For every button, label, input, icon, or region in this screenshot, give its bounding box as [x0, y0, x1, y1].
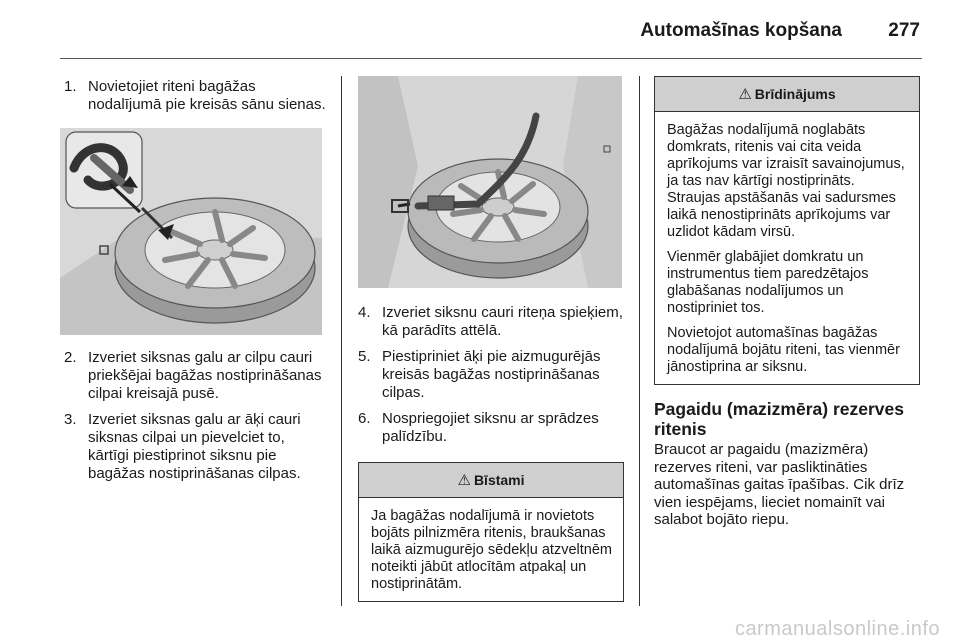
step-number: 1.: [64, 78, 77, 95]
warning-triangle-icon: ⚠: [457, 472, 471, 489]
warning-paragraph: Novietojot automašīnas bagāžas nodalījumā bojātu riteni, tas vienmēr jānostiprina ar siksnu.: [667, 325, 900, 375]
step-text: Izveriet siksnas galu ar cilpu cauri priekšējai bagāžas nostiprināšanas cilpai kreisajā pusē.: [88, 349, 322, 402]
warning-box: [654, 76, 920, 385]
danger-text: Ja bagāžas nodalījumā ir novietots bojāts pilnizmēra ritenis, braukšanas laikā aizmugurējo sēdekļu atzveltnēm noteikti jābūt atlocītām atpakaļ un nostiprinātām.: [371, 508, 612, 592]
step-number: 2.: [64, 349, 77, 366]
step-2: [64, 349, 326, 403]
step-number: 5.: [358, 348, 371, 365]
warning-paragraph: Bagāžas nodalījumā noglabāts domkrats, ritenis vai cita veida aprīkojums var izraisīt savainojumus, ja tas nav kārtīgi nostiprināts. Straujas apstāšanās vai sadursmes laikā nenostiprināts aprīkojums var uzlidot kādam virsū.: [667, 122, 905, 240]
section-text: Braucot ar pagaidu (mazizmēra) rezerves riteni, var pasliktināties automašīnas gaitas īpašības. Cik drīz vien iespējams, lieciet nomainīt vai salabot bojāto riepu.: [654, 441, 905, 528]
warning-title: Brīdinājums: [754, 86, 836, 102]
figure-spare-wheel-strap-spokes: [358, 76, 622, 288]
middle-column: [358, 76, 624, 602]
step-number: 4.: [358, 304, 371, 321]
danger-box: [358, 462, 624, 602]
warning-paragraph: Vienmēr glabājiet domkratu un instrumentus tiem paredzētajos glabāšanas nodalījumos un nostipriniet tos.: [667, 249, 869, 316]
step-6: [358, 410, 624, 446]
chapter-title: Automašīnas kopšana: [640, 20, 842, 41]
right-column: [654, 76, 920, 529]
step-text: Piestipriniet āķi pie aizmugurējās kreisās bagāžas nostiprināšanas cilpas.: [382, 348, 601, 401]
section-heading: Pagaidu (mazizmēra) rezerves ritenis: [654, 399, 904, 439]
wheel-illustration-1: [60, 128, 322, 335]
header-divider: [60, 58, 922, 59]
watermark: carmanualsonline.info: [734, 618, 940, 640]
danger-title: Bīstami: [473, 472, 525, 488]
spare-wheel-section: [654, 399, 920, 529]
warning-triangle-icon: ⚠: [738, 86, 752, 103]
column-divider-2: [639, 76, 640, 606]
step-5: [358, 348, 624, 402]
danger-box-body: [359, 498, 623, 601]
page-header: [0, 0, 960, 58]
left-column: [64, 78, 326, 483]
step-1: [64, 78, 326, 114]
danger-box-header: [359, 463, 623, 498]
warning-box-body: [655, 112, 919, 384]
step-text: Nospriegojiet siksnu ar sprādzes palīdzību.: [382, 410, 599, 445]
figure-spare-wheel-strap-loop: [60, 128, 322, 335]
wheel-illustration-2: [358, 76, 622, 288]
step-4: [358, 304, 624, 340]
warning-box-header: [655, 77, 919, 112]
step-text: Novietojiet riteni bagāžas nodalījumā pie kreisās sānu sienas.: [88, 78, 326, 113]
step-number: 6.: [358, 410, 371, 427]
step-number: 3.: [64, 411, 77, 428]
step-text: Izveriet siksnas galu ar āķi cauri siksnas cilpai un pievelciet to, kārtīgi piestiprinot siksnu pie bagāžas nostiprināšanas cilpas.: [88, 411, 301, 482]
column-divider-1: [341, 76, 342, 606]
step-3: [64, 411, 326, 483]
step-text: Izveriet siksnu cauri riteņa spieķiem, kā parādīts attēlā.: [382, 304, 623, 339]
page-number: 277: [888, 20, 920, 41]
